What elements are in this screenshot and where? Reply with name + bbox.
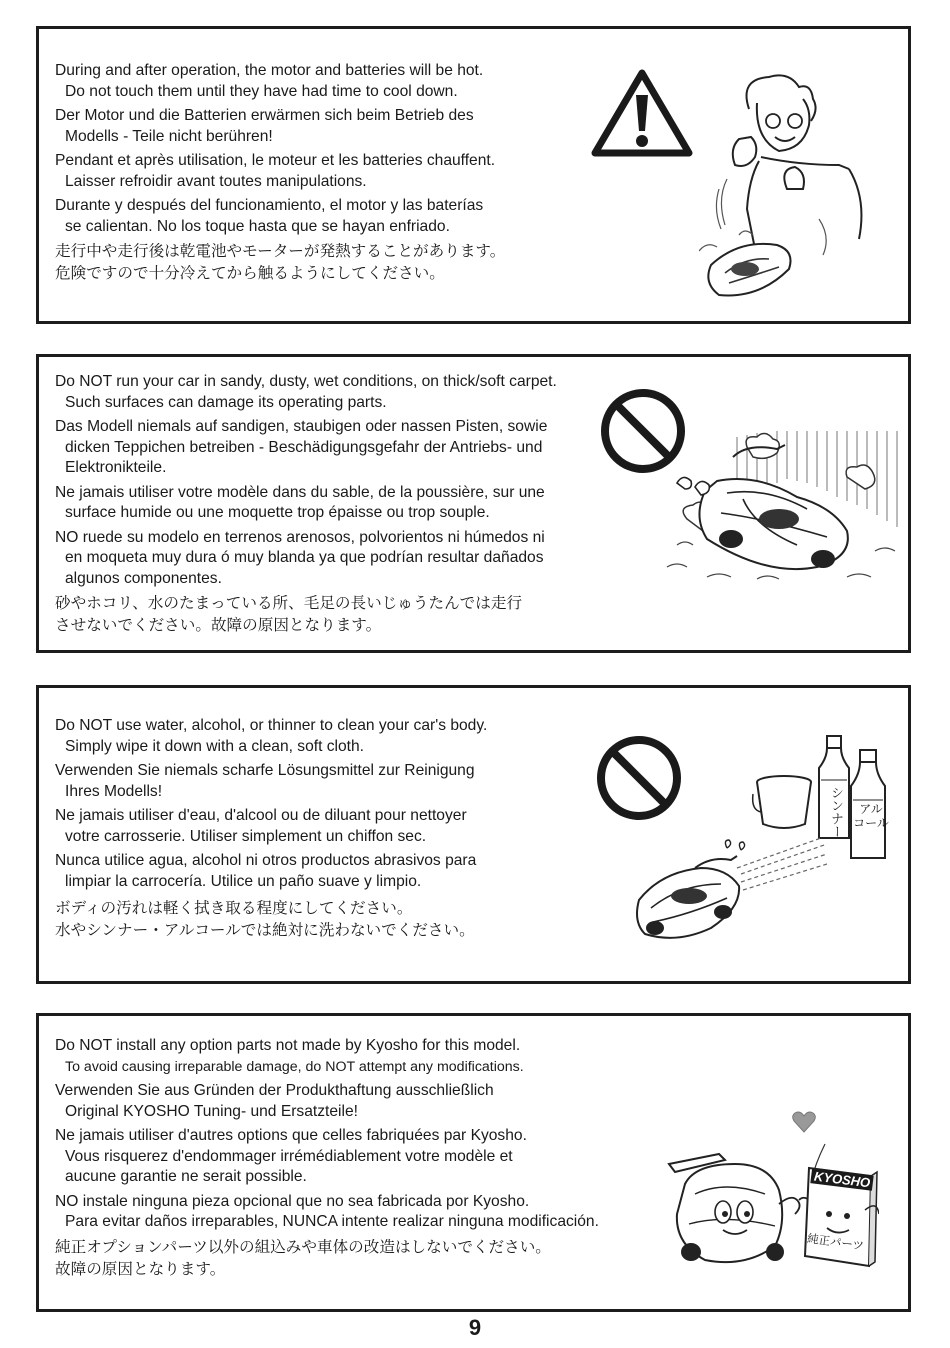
text-line: dicken Teppichen betreiben - Beschädigungsgefahr der Antriebs- und (65, 438, 543, 456)
paragraph-german (55, 106, 505, 147)
text-line: limpiar la carrocería. Utilice un paño suave y limpio. (65, 872, 422, 890)
text-line: To avoid causing irreparable damage, do NOT attempt any modifications. (65, 1058, 524, 1075)
paragraph-spanish (55, 196, 505, 237)
text-line: Nunca utilice agua, alcohol ni otros productos abrasivos para (55, 852, 477, 869)
text-line: During and after operation, the motor and batteries will be hot. (55, 62, 484, 79)
text-line: Verwenden Sie aus Gründen der Produkthaftung ausschließlich (55, 1082, 494, 1099)
text-line: ボディの汚れは軽く拭き取る程度にしてください。 (55, 900, 413, 917)
text-line: Such surfaces can damage its operating parts. (65, 393, 387, 411)
text-line: Do not touch them until they have had time to cool down. (65, 82, 458, 100)
text-line: 砂やホコリ、水のたまっている所、毛足の長いじゅうたんでは走行 (55, 595, 523, 612)
hot-car-cartoon (699, 69, 909, 309)
text-line: Pendant et après utilisation, le moteur et les batteries chauffent. (55, 152, 496, 169)
warning-box-heat (36, 26, 911, 324)
text-line: votre carrosserie. Utiliser simplement un chiffon sec. (65, 827, 427, 845)
text-line: Do NOT install any option parts not made by Kyosho for this model. (55, 1037, 521, 1054)
text-line: surface humide ou une moquette trop épaisse ou trop souple. (65, 504, 490, 521)
text-line: 走行中や走行後は乾電池やモーターが発熱することがあります。 (55, 243, 506, 260)
paragraph-spanish (55, 851, 487, 892)
text-line: Vous risquerez d'endommager irrémédiablement votre modèle et (65, 1147, 513, 1165)
genuine-parts-label: 純正パーツ (806, 1233, 865, 1253)
paragraph-english (55, 716, 487, 757)
text-line: 水やシンナー・アルコールでは絶対に洗わないでください。 (55, 922, 475, 939)
page-number: 9 (468, 1315, 482, 1340)
paragraph-japanese (55, 1237, 599, 1281)
text-line: aucune garantie ne serait possible. (65, 1168, 307, 1185)
text-line: Ne jamais utiliser votre modèle dans du sable, de la poussière, sur une (55, 483, 545, 501)
paragraph-spanish (55, 1192, 599, 1233)
paragraph-english (55, 61, 505, 102)
warning-text (55, 372, 557, 637)
text-line: Para evitar daños irreparables, NUNCA intente realizar ninguna modificación. (65, 1213, 599, 1230)
text-line: 危険ですので十分冷えてから触るようにしてください。 (55, 265, 445, 282)
text-line: Ihres Modells! (65, 782, 163, 800)
text-line: se calientan. No los toque hasta que se hayan enfriado. (65, 217, 450, 235)
thinner-label: シンナー (829, 786, 844, 838)
warning-box-cleaning (36, 685, 911, 984)
text-line: 純正オプションパーツ以外の組込みや車体の改造はしないでください。 (55, 1238, 551, 1256)
car-being-washed-illustration (631, 838, 831, 948)
text-line: Verwenden Sie niemals scharfe Lösungsmittel zur Reinigung (55, 762, 475, 779)
car-on-dusty-surface-illustration (647, 427, 909, 587)
text-line: NO instale ninguna pieza opcional que no sea fabricada por Kyosho. (55, 1192, 530, 1210)
text-line: algunos componentes. (65, 569, 222, 587)
bucket-icon (749, 764, 819, 834)
warning-box-option-parts (36, 1013, 911, 1312)
text-line: Modells - Teile nicht berühren! (65, 127, 273, 145)
heart-icon (791, 1110, 817, 1134)
paragraph-french (55, 151, 505, 192)
text-line: させないでください。故障の原因となります。 (55, 617, 382, 634)
paragraph-english (55, 1036, 599, 1077)
text-line: Der Motor und die Batterien erwärmen sich beim Betrieb des (55, 107, 474, 124)
alcohol-label: アル コール (853, 802, 889, 830)
text-line: Simply wipe it down with a clean, soft cloth. (65, 737, 365, 755)
kyosho-brand-logo: KYOSHO (810, 1168, 874, 1190)
text-line: en moqueta muy dura ó muy blanda ya que podrían resultar dañados (65, 549, 544, 566)
text-line: Das Modell niemals auf sandigen, staubigen oder nassen Pisten, sowie (55, 418, 548, 435)
paragraph-german (55, 417, 557, 479)
text-line: 故障の原因となります。 (55, 1260, 226, 1278)
text-line: Do NOT run your car in sandy, dusty, wet conditions, on thick/soft carpet. (55, 373, 557, 390)
warning-box-surfaces (36, 354, 911, 653)
text-line: Laisser refroidir avant toutes manipulations. (65, 172, 367, 190)
text-line: Elektronikteile. (65, 459, 167, 476)
text-line: Ne jamais utiliser d'autres options que celles fabriquées par Kyosho. (55, 1127, 527, 1144)
paragraph-english (55, 372, 557, 413)
paragraph-french (55, 1126, 599, 1188)
warning-triangle-icon (589, 67, 695, 159)
paragraph-japanese (55, 593, 557, 637)
warning-text (55, 1036, 599, 1281)
paragraph-spanish (55, 528, 557, 590)
text-line: NO ruede su modelo en terrenos arenosos, polvorientos ni húmedos ni (55, 528, 545, 546)
happy-car-with-parts-box-illustration (665, 1134, 879, 1284)
paragraph-german (55, 1081, 599, 1122)
paragraph-german (55, 761, 487, 802)
text-line: Durante y después del funcionamiento, el motor y las baterías (55, 197, 484, 214)
prohibition-icon (595, 734, 683, 822)
text-line: Do NOT use water, alcohol, or thinner to clean your car's body. (55, 717, 488, 734)
paragraph-french (55, 483, 557, 524)
paragraph-japanese (55, 241, 505, 285)
text-line: Original KYOSHO Tuning- und Ersatzteile! (65, 1102, 358, 1120)
paragraph-french (55, 806, 487, 847)
warning-text (55, 61, 505, 285)
warning-text (55, 716, 487, 942)
text-line: Ne jamais utiliser d'eau, d'alcool ou de diluant pour nettoyer (55, 807, 467, 824)
paragraph-japanese (55, 898, 487, 942)
